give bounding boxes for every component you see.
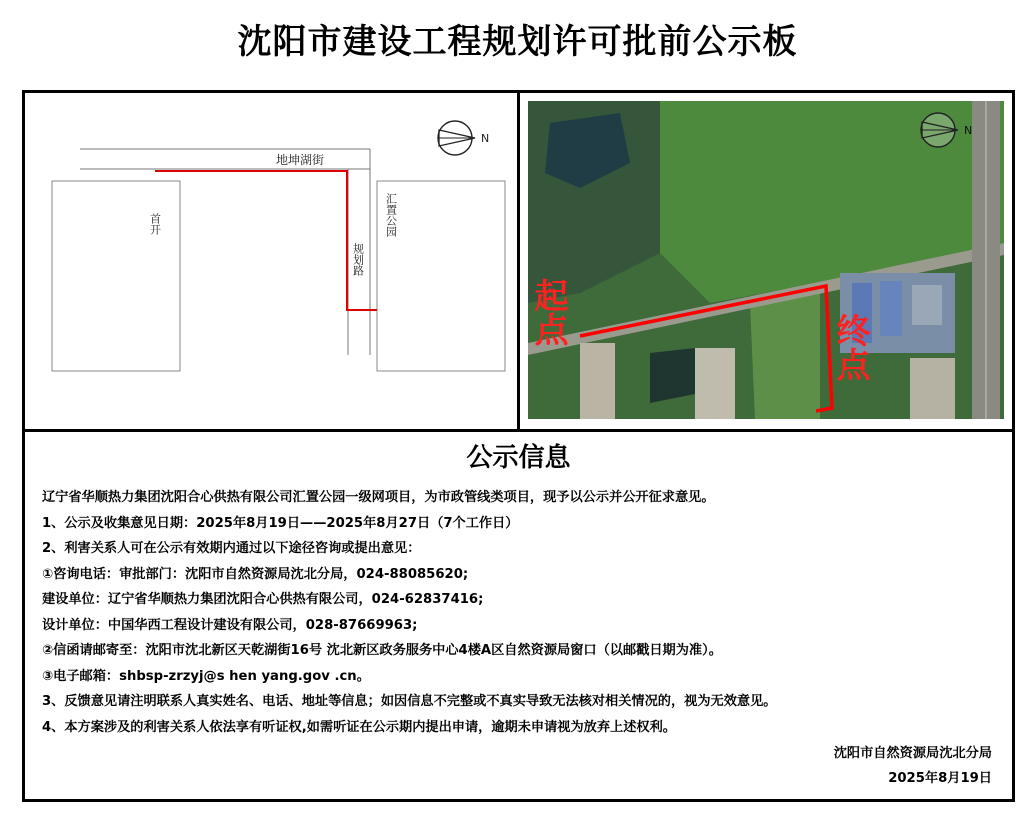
block-left [52,181,180,371]
info-line-phone: ①咨询电话：审批部门：沈阳市自然资源局沈北分局，024-88085620; [42,566,469,582]
north-letter: N [964,124,973,137]
north-letter: N [481,132,490,145]
page-title: 沈阳市建设工程规划许可批前公示板 [237,22,798,62]
info-line-intro: 辽宁省华顺热力集团沈阳合心供热有限公司汇置公园一级网项目，为市政管线类项目，现予以公示并公开征求意见。 [42,490,715,505]
end-point-label: 终点 [830,313,870,381]
notice-board [22,90,1015,802]
info-line-designer: 设计单位：中国华西工程设计建设有限公司，028-87669963; [42,617,418,633]
info-line-dates: 1、公示及收集意见日期：2025年8月19日——2025年8月27日（7个工作日） [42,515,519,531]
info-heading: 公示信息 [466,443,571,473]
residential-left [580,343,615,419]
roof-grey [912,285,942,325]
site-plan-drawing [25,93,517,429]
start-point-label: 起点 [528,278,568,346]
info-line-builder: 建设单位：辽宁省华顺热力集团沈阳合心供热有限公司，024-62837416; [42,592,484,607]
residential-mid [695,348,735,419]
info-lines [42,485,1002,740]
planned-road-label: 规划路 [351,243,365,276]
block-right-label: 汇置公园 [384,193,398,237]
residential-right [910,358,955,419]
info-section [25,432,1012,799]
roof-blue-2 [880,281,902,336]
north-arrow-icon [438,121,489,155]
info-line-email: ③电子邮箱：shbsp-zrzyj@s hen yang.gov .cn。 [42,668,370,684]
site-plan-panel [25,93,520,429]
issue-date: 2025年8月19日 [888,771,992,786]
block-left-label: 首开 [148,213,162,235]
info-line-mail: ②信函请邮寄至：沈阳市沈北新区天乾湖街16号 沈北新区政务服务中心4楼A区自然资源局窗口（以邮戳日期为准）。 [42,643,722,658]
street-label: 地坤湖街 [275,153,325,167]
info-line-channels: 2、利害关系人可在公示有效期内通过以下途径咨询或提出意见： [42,541,421,556]
info-line-feedback: 3、反馈意见请注明联系人真实姓名、电话、地址等信息；如因信息不完整或不真实导致无法核对相关情况的，视为无效意见。 [42,694,777,709]
maps-row [25,93,1012,432]
satellite-image [520,93,1012,429]
info-line-hearing: 4、本方案涉及的利害关系人依法享有听证权,如需听证在公示期内提出申请，逾期未申请视为放弃上述权利。 [42,719,676,735]
satellite-panel [520,93,1012,429]
field-small [750,288,820,419]
issuer: 沈阳市自然资源局沈北分局 [833,746,992,761]
route-line [155,171,377,310]
